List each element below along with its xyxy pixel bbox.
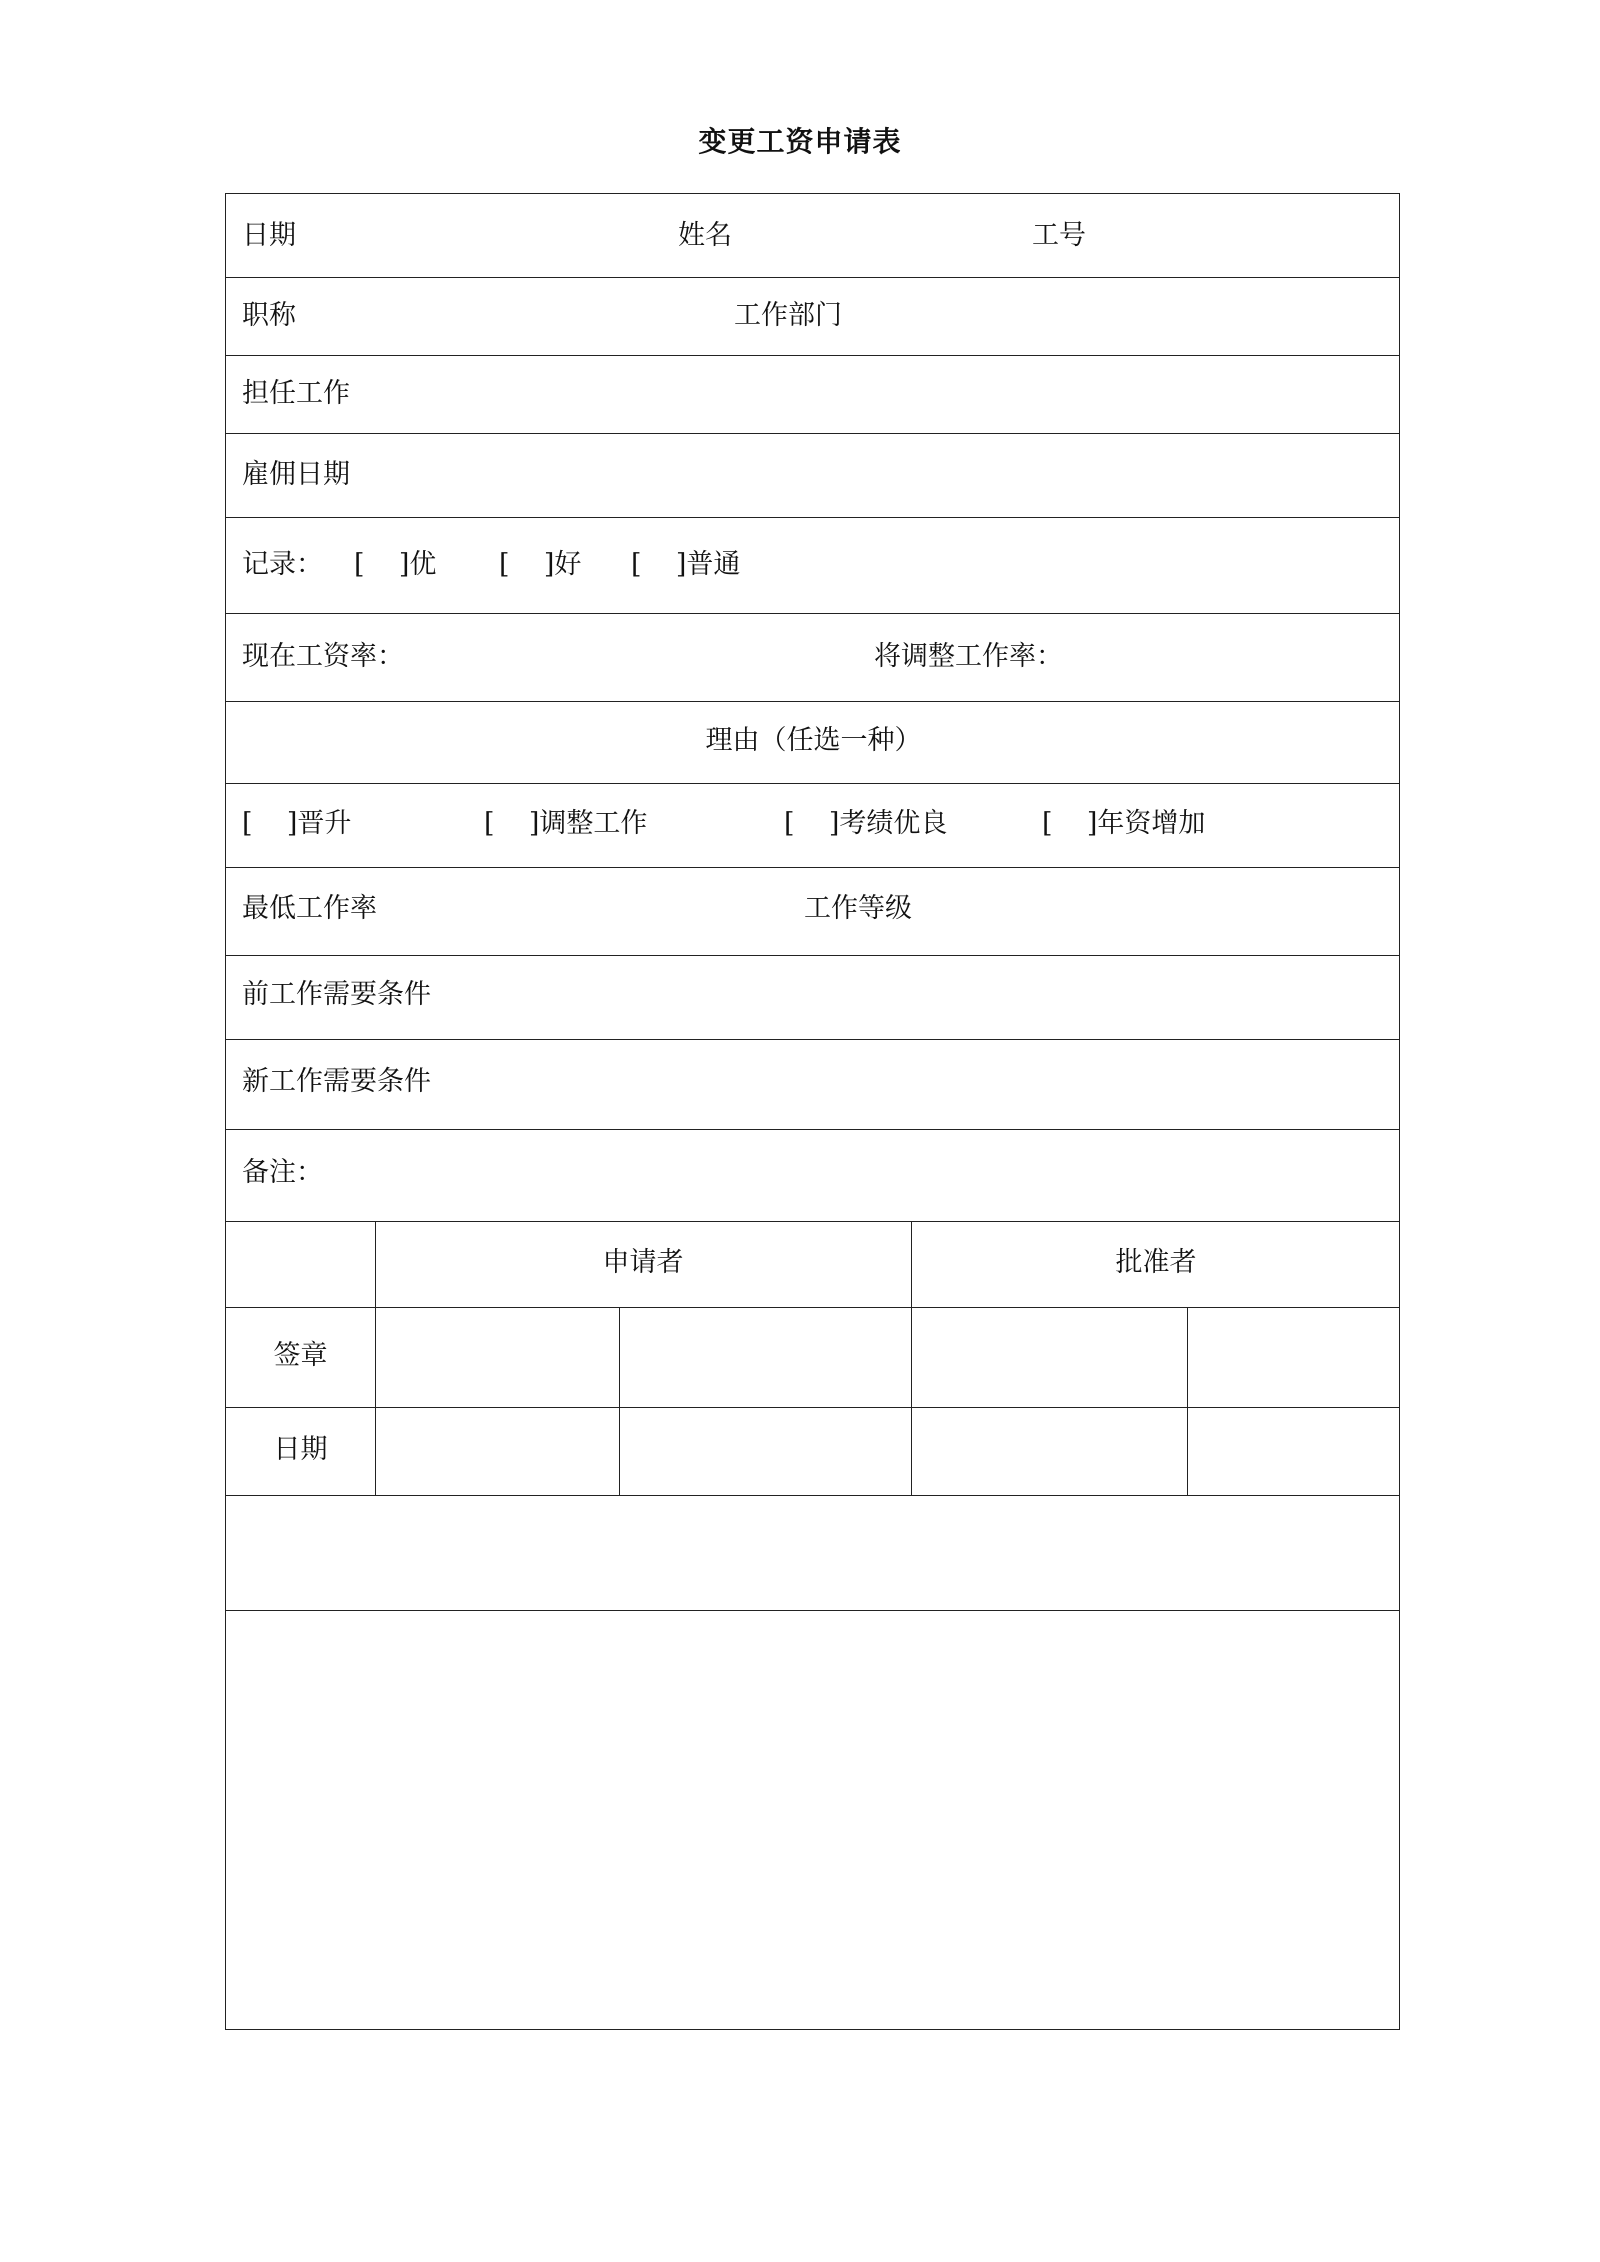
new-rate-label: 将调整工作率： xyxy=(874,641,1063,672)
row-divider xyxy=(226,1495,1399,1496)
signature-label: 签章 xyxy=(273,1340,328,1371)
new-job-requirements-label: 新工作需要条件 xyxy=(242,1066,431,1097)
checkbox-bracket[interactable]: [ ] xyxy=(484,808,540,839)
record-option-excellent[interactable] xyxy=(354,549,436,581)
col-divider xyxy=(619,1307,620,1496)
record-option-good[interactable] xyxy=(499,549,581,581)
row-divider xyxy=(226,613,1399,614)
record-label: 记录： xyxy=(242,549,323,580)
row-divider xyxy=(226,783,1399,784)
job-title-label: 职称 xyxy=(242,300,296,331)
row-divider xyxy=(226,433,1399,434)
reason-job-change[interactable] xyxy=(484,808,647,840)
checkbox-bracket[interactable]: [ ] xyxy=(1042,808,1098,839)
row-divider xyxy=(226,1307,1399,1308)
name-label: 姓名 xyxy=(678,220,732,251)
reason-good-performance[interactable] xyxy=(784,808,947,840)
assigned-job-label: 担任工作 xyxy=(242,378,350,409)
form-table xyxy=(225,193,1400,2030)
option-text: 年资增加 xyxy=(1097,808,1206,839)
option-text: 晋升 xyxy=(297,808,352,839)
notes-label: 备注： xyxy=(242,1157,323,1188)
reason-header: 理由（任选一种） xyxy=(705,725,922,756)
row-divider xyxy=(226,1610,1399,1611)
row-divider xyxy=(226,1129,1399,1130)
employee-id-label: 工号 xyxy=(1032,220,1086,251)
checkbox-bracket[interactable]: [ ] xyxy=(499,549,555,580)
row-divider xyxy=(226,867,1399,868)
record-option-normal[interactable] xyxy=(631,549,740,581)
row-divider xyxy=(226,277,1399,278)
option-text: 考绩优良 xyxy=(839,808,948,839)
checkbox-bracket[interactable]: [ ] xyxy=(631,549,687,580)
checkbox-bracket[interactable]: [ ] xyxy=(784,808,840,839)
approver-header: 批准者 xyxy=(1115,1247,1197,1278)
applicant-header: 申请者 xyxy=(602,1247,684,1278)
reason-promotion[interactable] xyxy=(242,808,351,840)
current-rate-label: 现在工资率： xyxy=(242,641,404,672)
row-divider xyxy=(226,701,1399,702)
job-grade-label: 工作等级 xyxy=(804,893,912,924)
row-divider xyxy=(226,1039,1399,1040)
row-divider xyxy=(226,355,1399,356)
form-title: 变更工资申请表 xyxy=(698,125,902,158)
option-text: 好 xyxy=(554,549,582,580)
reason-seniority[interactable] xyxy=(1042,808,1205,840)
date-label: 日期 xyxy=(242,220,296,251)
row-divider xyxy=(226,955,1399,956)
department-label: 工作部门 xyxy=(734,300,842,331)
previous-job-requirements-label: 前工作需要条件 xyxy=(242,979,431,1010)
option-text: 优 xyxy=(409,549,437,580)
checkbox-bracket[interactable]: [ ] xyxy=(354,549,410,580)
checkbox-bracket[interactable]: [ ] xyxy=(242,808,298,839)
col-divider xyxy=(1187,1307,1188,1496)
hire-date-label: 雇佣日期 xyxy=(242,459,350,490)
row-divider xyxy=(226,517,1399,518)
row-divider xyxy=(226,1407,1399,1408)
sign-date-label: 日期 xyxy=(273,1434,328,1465)
option-text: 普通 xyxy=(686,549,741,580)
option-text: 调整工作 xyxy=(539,808,648,839)
row-divider xyxy=(226,1221,1399,1222)
min-rate-label: 最低工作率 xyxy=(242,893,377,924)
